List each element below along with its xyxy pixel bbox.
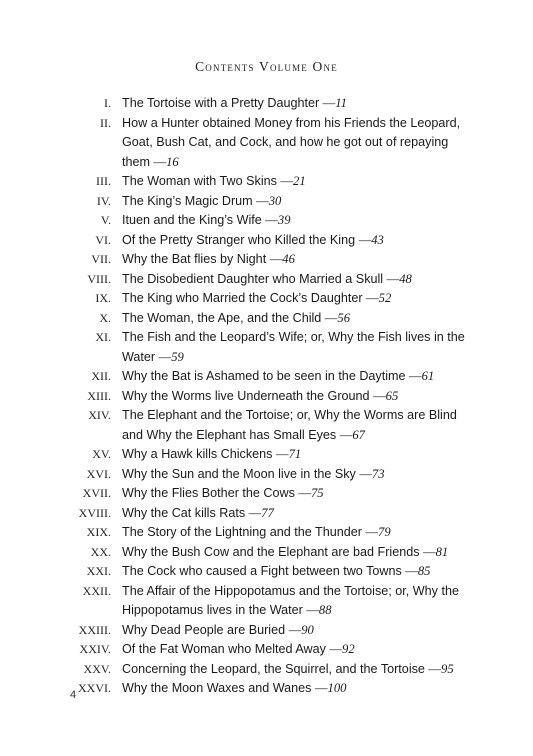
chapter-title: How a Hunter obtained Money from his Friends the Leopard, Goat, Bush Cat, and Cock, and how he got out of repaying them — [122, 115, 461, 169]
em-dash: — — [288, 622, 302, 637]
toc-entry — [0, 387, 533, 407]
chapter-line — [122, 387, 472, 407]
contents-title: Contents Volume One — [195, 59, 338, 74]
chapter-numeral: II. — [100, 115, 111, 130]
em-dash: — — [265, 213, 278, 227]
chapter-title: The Woman, the Ape, and the Child — [122, 310, 322, 325]
chapter-page-number: 65 — [385, 388, 399, 403]
chapter-title: The King who Married the Cock’s Daughter — [122, 291, 363, 305]
chapter-page-number: 95 — [441, 661, 454, 676]
toc-entry — [0, 640, 533, 660]
chapter-numeral: XVII. — [82, 486, 111, 500]
chapter-page-number: 56 — [337, 310, 350, 325]
chapter-numeral: XXIV. — [79, 642, 111, 656]
chapter-page-number: 85 — [417, 564, 431, 578]
chapter-numeral: VI. — [95, 232, 111, 247]
chapter-page-number: 100 — [327, 681, 347, 695]
chapter-numeral: XIII. — [87, 388, 111, 403]
chapter-title: The Affair of the Hippopotamus and the Tortoise; or, Why the Hippopotamus lives in the Water — [122, 583, 459, 617]
chapter-line — [122, 465, 472, 485]
chapter-line — [122, 640, 472, 660]
chapter-numeral: XIX. — [86, 525, 111, 539]
toc-entry — [0, 465, 533, 485]
em-dash: — — [329, 642, 343, 656]
chapter-line — [122, 270, 472, 290]
em-dash: — — [298, 486, 311, 500]
chapter-line — [122, 309, 472, 329]
chapter-title: The Elephant and the Tortoise; or, Why the Worms are Blind and Why the Elephant has Small Eyes — [122, 408, 457, 442]
chapter-page-number: 67 — [352, 427, 365, 442]
chapter-title: Of the Pretty Stranger who Killed the King — [122, 232, 356, 247]
chapter-title: The Woman with Two Skins — [122, 174, 277, 188]
em-dash: — — [409, 369, 422, 383]
em-dash: — — [275, 447, 289, 461]
toc-entry — [0, 445, 533, 465]
em-dash: — — [256, 193, 269, 208]
chapter-line — [122, 523, 472, 543]
page-number: 4 — [70, 689, 77, 701]
em-dash: — — [428, 661, 442, 676]
chapter-page-number: 21 — [293, 174, 306, 188]
chapter-line — [122, 679, 472, 699]
chapter-page-number: 43 — [371, 232, 384, 247]
chapter-page-number: 30 — [268, 193, 282, 208]
chapter-title: The King’s Magic Drum — [122, 193, 253, 208]
em-dash: — — [153, 154, 167, 169]
chapter-line — [122, 543, 472, 563]
chapter-numeral: XXII. — [82, 583, 111, 598]
em-dash: — — [306, 603, 319, 617]
chapter-title: The Tortoise with a Pretty Daughter — [122, 96, 320, 110]
toc-entry — [0, 192, 533, 212]
chapter-title: Why Dead People are Buried — [122, 622, 286, 637]
em-dash: — — [386, 271, 400, 286]
toc-entry — [0, 367, 533, 387]
chapter-title: Why a Hawk kills Chickens — [122, 447, 273, 461]
chapter-numeral: XXIII. — [78, 622, 111, 637]
chapter-numeral: VII. — [91, 252, 111, 266]
chapter-line — [122, 562, 472, 582]
toc-entry — [0, 582, 533, 621]
chapter-line — [122, 406, 472, 445]
chapter-title: Why the Sun and the Moon live in the Sky — [122, 466, 356, 481]
chapter-page-number: 90 — [301, 622, 314, 637]
chapter-page-number: 59 — [171, 349, 184, 364]
chapter-page-number: 88 — [318, 603, 332, 617]
toc-entry — [0, 289, 533, 309]
em-dash: — — [269, 252, 283, 266]
chapter-line — [122, 289, 472, 309]
em-dash: — — [339, 427, 353, 442]
chapter-line — [122, 231, 472, 251]
chapter-title: Why the Flies Bother the Cows — [122, 486, 295, 500]
chapter-numeral: V. — [100, 213, 111, 227]
chapter-title: The Fish and the Leopard’s Wife; or, Why the Fish lives in the Water — [122, 330, 465, 364]
toc-entry — [0, 484, 533, 504]
chapter-line — [122, 582, 472, 621]
chapter-numeral: X. — [99, 310, 111, 325]
toc-entry — [0, 621, 533, 641]
chapter-page-number: 75 — [310, 486, 324, 500]
chapter-numeral: XXI. — [86, 564, 111, 578]
chapter-line — [122, 367, 472, 387]
chapter-line — [122, 172, 472, 192]
em-dash: — — [366, 291, 379, 305]
chapter-page-number: 48 — [399, 271, 412, 286]
chapter-line — [122, 328, 472, 367]
chapter-numeral: IX. — [95, 291, 111, 305]
chapter-line — [122, 621, 472, 641]
chapter-line — [122, 504, 472, 524]
chapter-numeral: VIII. — [87, 271, 111, 286]
chapter-numeral: XXV. — [83, 661, 111, 676]
toc-entry — [0, 309, 533, 329]
chapter-page-number: 73 — [371, 466, 385, 481]
em-dash: — — [280, 174, 294, 188]
chapter-line — [122, 94, 472, 114]
chapter-title: Why the Worms live Underneath the Ground — [122, 388, 370, 403]
chapter-numeral: XV. — [92, 447, 111, 461]
toc-entry — [0, 328, 533, 367]
chapter-numeral: IV. — [96, 193, 111, 208]
chapter-line — [122, 114, 472, 173]
toc-entry — [0, 231, 533, 251]
em-dash: — — [358, 232, 372, 247]
table-of-contents — [0, 94, 533, 699]
chapter-numeral: XI. — [95, 330, 111, 344]
chapter-page-number: 52 — [378, 291, 392, 305]
chapter-title: Why the Bush Cow and the Elephant are bad Friends — [122, 544, 420, 559]
chapter-numeral: XVI. — [86, 466, 111, 481]
toc-entry — [0, 172, 533, 192]
em-dash: — — [158, 349, 172, 364]
chapter-numeral: XIV. — [88, 408, 111, 422]
em-dash: — — [373, 388, 386, 403]
chapter-numeral: XII. — [91, 369, 111, 383]
chapter-title: Why the Moon Waxes and Wanes — [122, 681, 312, 695]
toc-entry — [0, 562, 533, 582]
chapter-line — [122, 660, 472, 680]
chapter-title: The Cock who caused a Fight between two Towns — [122, 564, 402, 578]
toc-entry — [0, 250, 533, 270]
chapter-page-number: 61 — [421, 369, 435, 383]
chapter-line — [122, 484, 472, 504]
chapter-page-number: 11 — [335, 96, 347, 110]
chapter-title: The Story of the Lightning and the Thunder — [122, 525, 362, 539]
toc-entry — [0, 270, 533, 290]
chapter-title: Why the Bat is Ashamed to be seen in the Daytime — [122, 369, 406, 383]
toc-entry — [0, 94, 533, 114]
em-dash: — — [324, 310, 338, 325]
chapter-numeral: XVIII. — [78, 505, 111, 520]
chapter-page-number: 46 — [282, 252, 295, 266]
toc-entry — [0, 523, 533, 543]
chapter-page-number: 79 — [378, 525, 391, 539]
chapter-page-number: 16 — [166, 154, 179, 169]
toc-entry — [0, 211, 533, 231]
em-dash: — — [423, 544, 436, 559]
em-dash: — — [248, 505, 262, 520]
chapter-line — [122, 192, 472, 212]
chapter-page-number: 71 — [288, 447, 302, 461]
em-dash: — — [405, 564, 418, 578]
chapter-title: Of the Fat Woman who Melted Away — [122, 642, 326, 656]
chapter-title: Why the Cat kills Rats — [122, 505, 246, 520]
chapter-numeral: XX. — [90, 544, 111, 559]
toc-entry — [0, 543, 533, 563]
toc-entry — [0, 660, 533, 680]
chapter-line — [122, 250, 472, 270]
chapter-numeral: I. — [104, 96, 111, 110]
chapter-page-number: 39 — [277, 213, 291, 227]
chapter-line — [122, 445, 472, 465]
chapter-page-number: 92 — [342, 642, 355, 656]
chapter-page-number: 81 — [435, 544, 449, 559]
em-dash: — — [359, 466, 372, 481]
toc-entry — [0, 504, 533, 524]
em-dash: — — [314, 681, 328, 695]
toc-entry — [0, 114, 533, 173]
chapter-numeral: XXVI. — [78, 681, 111, 695]
chapter-title: Why the Bat flies by Night — [122, 252, 267, 266]
toc-entry — [0, 406, 533, 445]
chapter-title: Concerning the Leopard, the Squirrel, and the Tortoise — [122, 661, 425, 676]
toc-entry — [0, 679, 533, 699]
chapter-page-number: 77 — [261, 505, 274, 520]
chapter-title: Ituen and the King’s Wife — [122, 213, 262, 227]
chapter-line — [122, 211, 472, 231]
chapter-numeral: III. — [96, 174, 111, 188]
chapter-title: The Disobedient Daughter who Married a Skull — [122, 271, 384, 286]
em-dash: — — [322, 96, 336, 110]
em-dash: — — [365, 525, 379, 539]
